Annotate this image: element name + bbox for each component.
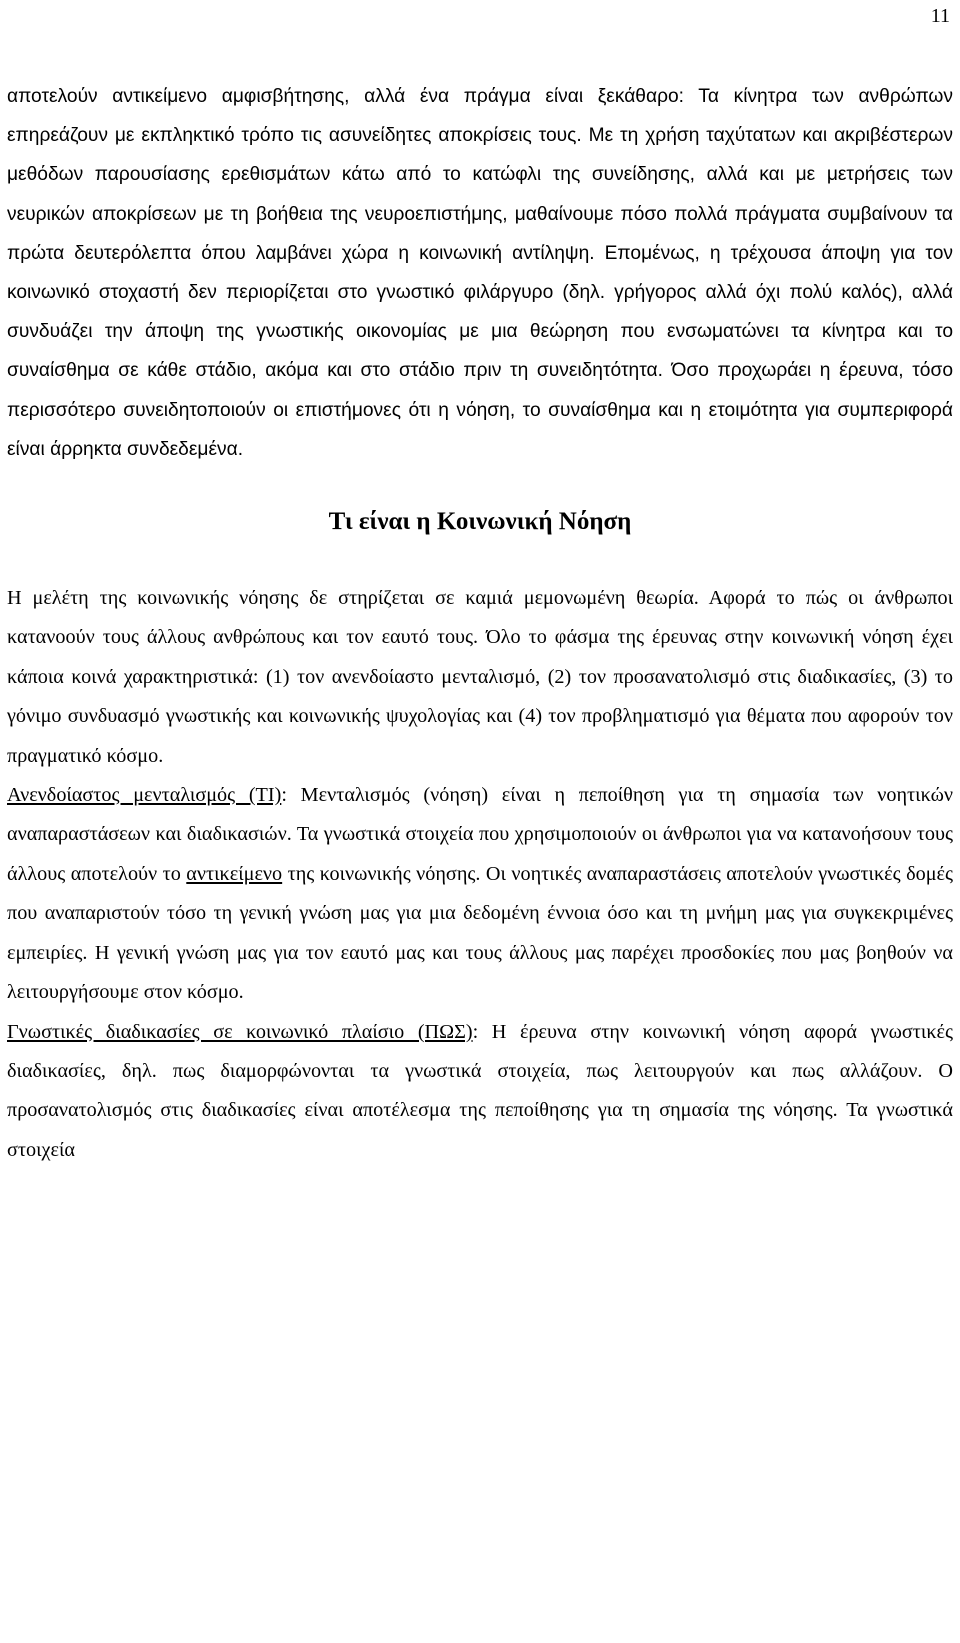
term-cognitive-processes: Γνωστικές διαδικασίες σε κοινωνικό πλαίσιο (ΠΩΣ): [7, 1020, 473, 1043]
underlined-word-object: αντικείμενο: [186, 862, 283, 885]
paragraph-motivation: αποτελούν αντικείμενο αμφισβήτησης, αλλά ένα πράγμα είναι ξεκάθαρο: Τα κίνητρα των ανθρώπων επηρεάζουν με εκπληκτικό τρόπο τις ασυνείδητες αποκρίσεις τους. Με τη χρήση ταχύτατων και ακριβέστερων μεθόδων παρουσίασης ερεθισμάτων κάτω από το κατώφλι της συνείδησης, αλλά και με μετρήσεις των νευρικών αποκρίσεων με τη βοήθεια της νευροεπιστήμης, μαθαίνουμε πόσο πολλά πράγματα συμβαίνουν τα πρώτα δευτερόλεπτα όπου λαμβάνει χώρα η κοινωνική αντίληψη. Επομένως, η τρέχουσα άποψη για τον κοινωνικό στοχαστή δεν περιορίζεται στο γνωστικό φιλάργυρο (δηλ. γρήγορος αλλά όχι πολύ καλός), αλλά συνδυάζει την άποψη της γνωστικής οικονομίας με μια θεώρηση που ενσωματώνει τα κίνητρα και το συναίσθημα σε κάθε στάδιο, ακόμα και στο στάδιο πριν τη συνειδητότητα. Όσο προχωράει η έρευνα, τόσο περισσότερο συνειδητοποιούν οι επιστήμονες ότι η νόηση, το συναίσθημα και η ετοιμότητα για συμπεριφορά είναι άρρηκτα συνδεδεμένα.: [7, 86, 953, 460]
body-text: [7, 77, 953, 1170]
term-mentalism: Ανενδοίαστος μενταλισμός (ΤΙ): [7, 784, 282, 807]
paragraph-cognitive-processes: [7, 1013, 953, 1171]
paragraph-mentalism-text-2: της κοινωνικής νόησης. Οι νοητικές αναπαραστάσεις αποτελούν γνωστικές δομές που αναπαριστούν τόσο τη γενική γνώση μας για μια δεδομένη έννοια όσο και τη μνήμη μας για συγκεκριμένες εμπειρίες. Η γενική γνώση μας για τον εαυτό μας και τους άλλους μας παρέχει προσδοκίες που μας βοηθούν να λειτουργήσουμε στον κόσμο.: [7, 862, 953, 1004]
paragraph-cognitive-processes-text: : Η έρευνα στην κοινωνική νόηση αφορά γνωστικές διαδικασίες, δηλ. πως διαμορφώνονται τα γνωστικά στοιχεία, πως λειτουργούν και πως αλλάζουν. Ο προσανατολισμός στις διαδικασίες είναι αποτέλεσμα της πεποίθησης για τη σημασία της νόησης. Τα γνωστικά στοιχεία: [7, 1020, 953, 1161]
section-heading: Τι είναι η Κοινωνική Νόηση: [328, 508, 632, 536]
page-number: 11: [930, 5, 950, 27]
paragraph-mentalism: [7, 776, 953, 1012]
paragraph-mentalism-text-1: : Μενταλισμός (νόηση) είναι η πεποίθηση για τη σημασία των νοητικών αναπαραστάσεων και διαδικασιών. Τα γνωστικά στοιχεία που χρησιμοποιούν οι άνθρωποι για να κατανοήσουν τους άλλους αποτελούν το: [7, 784, 953, 885]
paragraph-social-cognition: Η μελέτη της κοινωνικής νόησης δε στηρίζεται σε καμιά μεμονωμένη θεωρία. Αφορά το πώς οι άνθρωποι κατανοούν τους άλλους ανθρώπους και τον εαυτό τους. Όλο το φάσμα της έρευνας στην κοινωνική νόηση έχει κάποια κοινά χαρακτηριστικά: (1) τον ανενδοίαστο μενταλισμό, (2) τον προσανατολισμό στις διαδικασίες, (3) το γόνιμο συνδυασμό γνωστικής και κοινωνικής ψυχολογίας και (4) τον προβληματισμό για θέματα που αφορούν τον πραγματικό κόσμο.: [7, 587, 953, 767]
